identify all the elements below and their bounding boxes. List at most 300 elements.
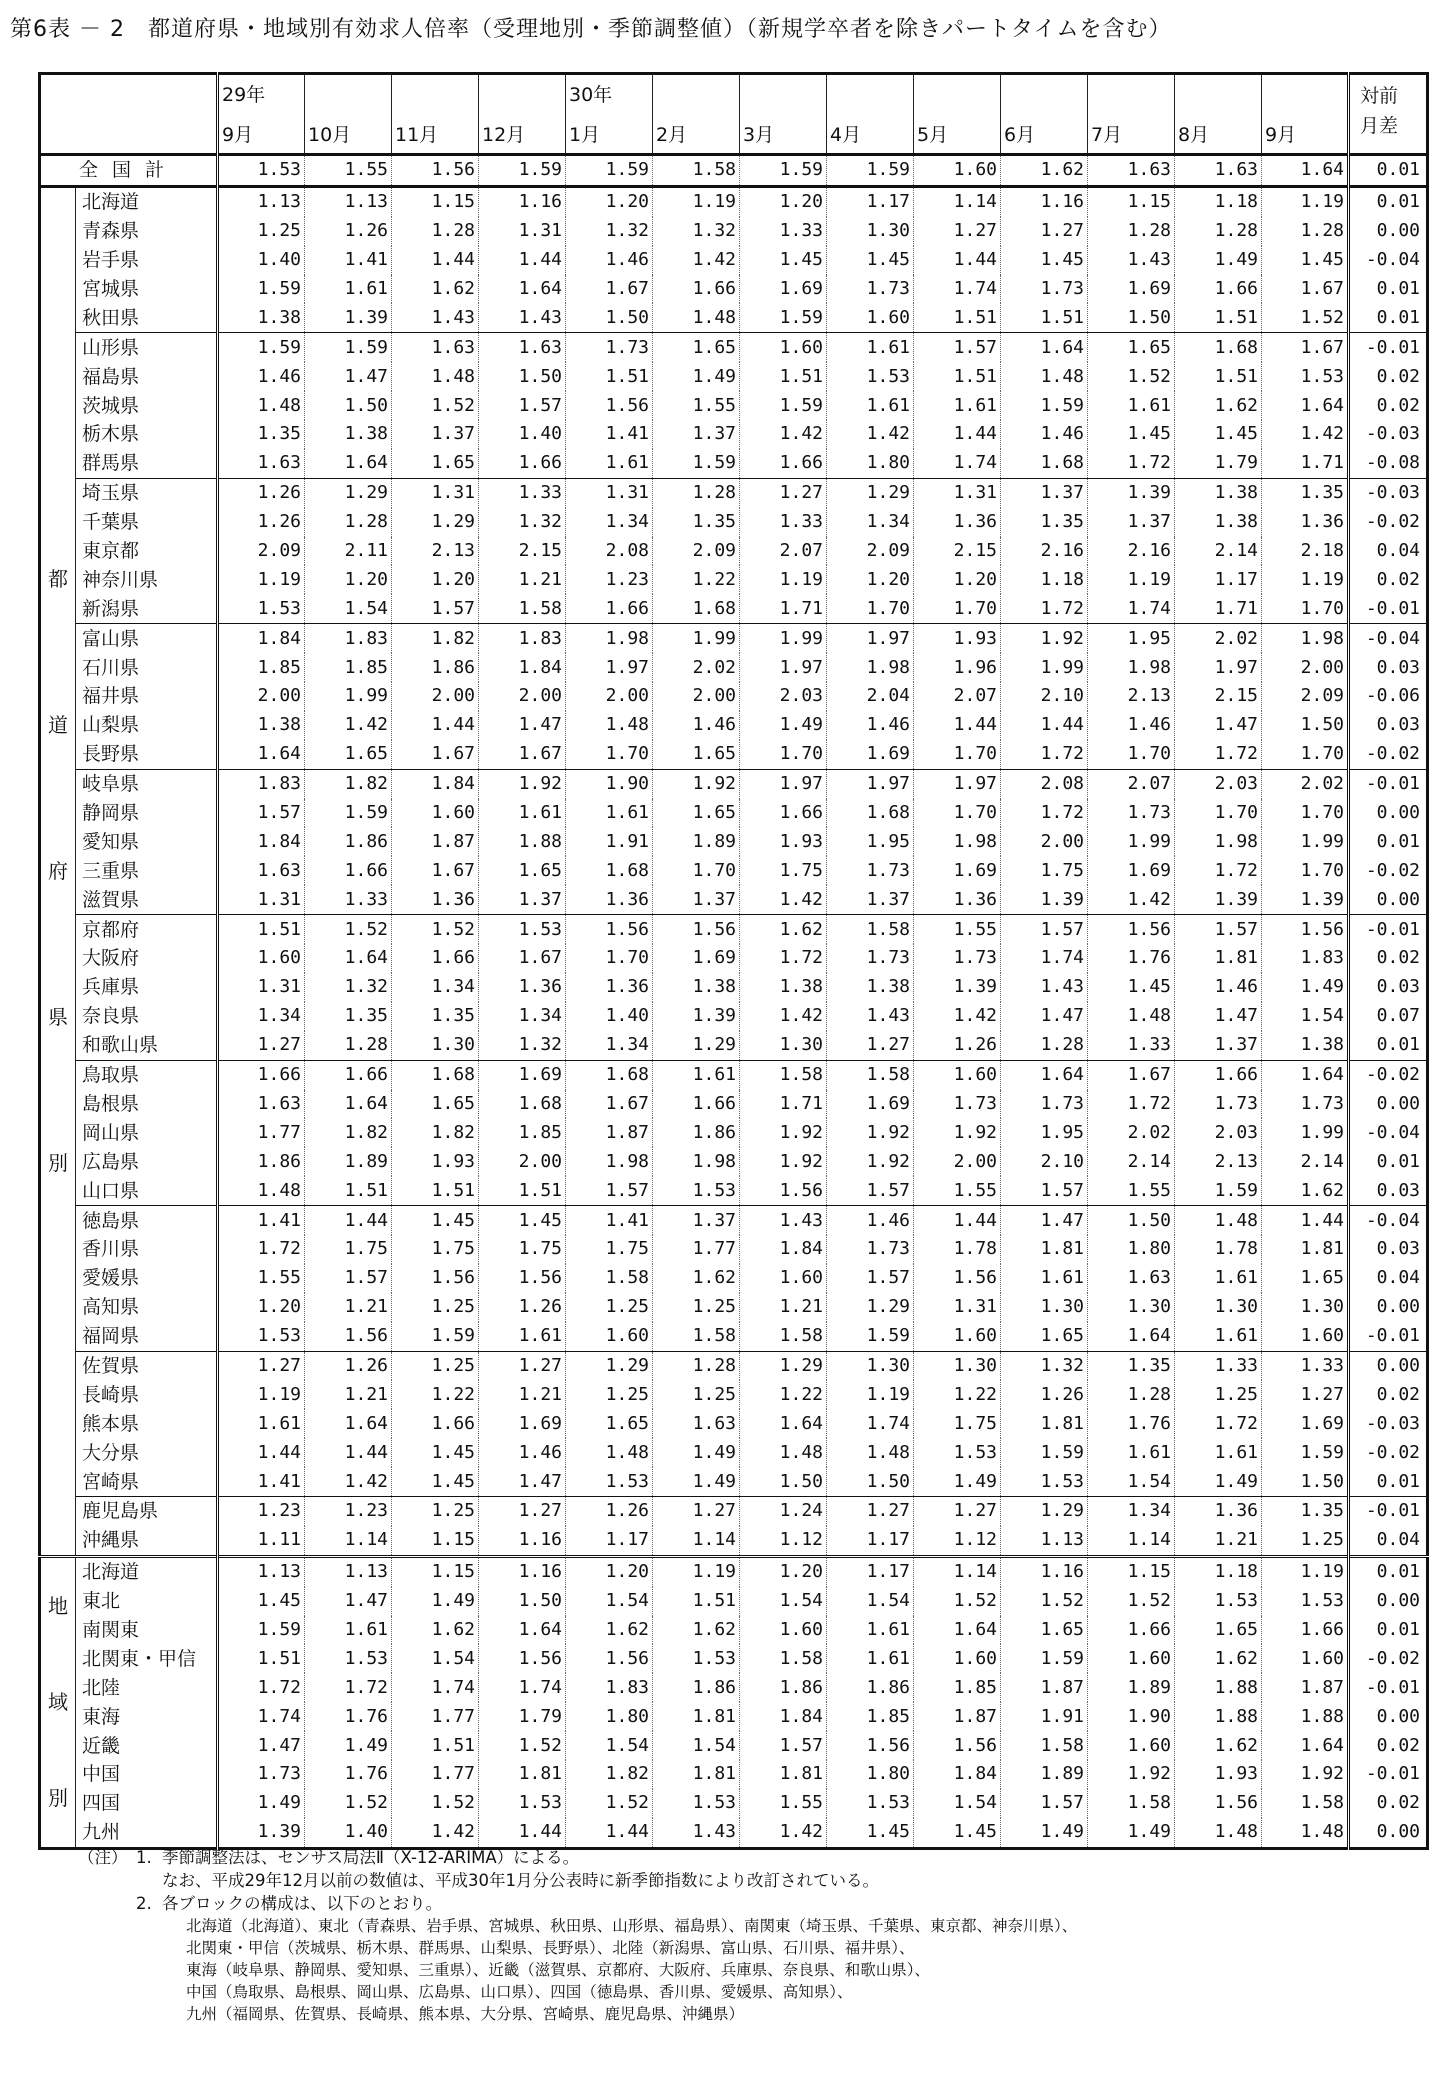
value-cell: 1.42 xyxy=(740,1818,827,1848)
column-header xyxy=(914,74,1001,155)
month-label: 9月 xyxy=(222,124,254,146)
month-label: 10月 xyxy=(308,124,352,146)
value-cell: 1.73 xyxy=(827,856,914,885)
value-cell: 1.50 xyxy=(827,1467,914,1496)
region-name: 北関東・甲信 xyxy=(82,1647,197,1670)
value-cell: 1.30 xyxy=(1088,1293,1175,1322)
prefecture-row xyxy=(40,1206,1428,1235)
value-cell: 1.65 xyxy=(1001,1616,1088,1645)
value-cell: 1.37 xyxy=(1088,508,1175,537)
prefecture-name: 大分県 xyxy=(82,1441,140,1464)
prefecture-name: 東京都 xyxy=(82,540,140,563)
month-label: 9月 xyxy=(1265,124,1297,146)
group-char: 地 xyxy=(48,1594,68,1619)
value-cell: 2.07 xyxy=(740,537,827,566)
prefecture-row xyxy=(40,1090,1428,1119)
value-cell: 1.43 xyxy=(1001,973,1088,1002)
prefecture-name: 福井県 xyxy=(82,685,140,708)
prefecture-row xyxy=(40,565,1428,594)
prefecture-name: 石川県 xyxy=(82,656,140,679)
value-cell: 1.51 xyxy=(479,1176,566,1205)
value-cell: 1.15 xyxy=(392,186,479,216)
column-header xyxy=(740,74,827,155)
value-cell: 1.61 xyxy=(479,799,566,828)
value-cell: 1.81 xyxy=(653,1760,740,1789)
group-char: 別 xyxy=(48,1151,68,1176)
value-cell: 1.31 xyxy=(479,217,566,246)
value-cell: 1.87 xyxy=(392,827,479,856)
value-cell: 1.56 xyxy=(740,1176,827,1205)
value-cell: 1.92 xyxy=(479,769,566,798)
value-cell: 1.34 xyxy=(392,973,479,1002)
value-cell: 1.27 xyxy=(914,1496,1001,1525)
value-cell: 1.43 xyxy=(740,1206,827,1235)
value-cell: 1.51 xyxy=(218,915,305,944)
value-cell: 1.56 xyxy=(1262,915,1349,944)
value-cell: 1.58 xyxy=(740,1322,827,1351)
value-cell: 1.53 xyxy=(1262,1587,1349,1616)
value-cell: 1.45 xyxy=(392,1206,479,1235)
value-cell: 1.61 xyxy=(566,799,653,828)
value-cell: 1.47 xyxy=(1001,1206,1088,1235)
prefecture-row xyxy=(40,1264,1428,1293)
value-cell: 1.66 xyxy=(392,1409,479,1438)
diff-cell: 0.00 xyxy=(1349,1351,1428,1380)
value-cell: 1.61 xyxy=(566,449,653,478)
value-cell: 1.13 xyxy=(305,1556,392,1586)
prefecture-name: 滋賀県 xyxy=(82,888,140,911)
value-cell: 1.93 xyxy=(392,1147,479,1176)
national-total-label: 全国計 xyxy=(40,155,218,187)
value-cell: 1.73 xyxy=(914,1090,1001,1119)
value-cell: 2.14 xyxy=(1262,1147,1349,1176)
value-cell: 1.28 xyxy=(653,478,740,507)
value-cell: 1.97 xyxy=(740,769,827,798)
year-label: 29年 xyxy=(222,84,266,106)
value-cell: 1.42 xyxy=(305,1467,392,1496)
value-cell: 1.75 xyxy=(479,1235,566,1264)
value-cell: 1.60 xyxy=(740,1264,827,1293)
value-cell: 1.65 xyxy=(566,1409,653,1438)
diff-cell: 0.01 xyxy=(1349,1147,1428,1176)
value-cell: 1.18 xyxy=(1175,186,1262,216)
value-cell: 1.60 xyxy=(218,944,305,973)
value-cell: 1.30 xyxy=(1175,1293,1262,1322)
value-cell: 1.58 xyxy=(827,1060,914,1089)
value-cell: 1.45 xyxy=(1088,420,1175,449)
value-cell: 1.51 xyxy=(305,1176,392,1205)
value-cell: 1.36 xyxy=(479,973,566,1002)
value-cell: 1.33 xyxy=(1262,1351,1349,1380)
prefecture-name: 宮城県 xyxy=(82,278,140,300)
value-cell: 1.51 xyxy=(392,1176,479,1205)
value-cell: 1.38 xyxy=(1262,1031,1349,1060)
diff-cell: 0.04 xyxy=(1349,1526,1428,1556)
value-cell: 1.14 xyxy=(305,1526,392,1556)
value-cell: 1.63 xyxy=(218,1090,305,1119)
value-cell: 1.99 xyxy=(1262,1118,1349,1147)
value-cell: 1.16 xyxy=(479,1556,566,1586)
value-cell: 1.15 xyxy=(1088,1556,1175,1586)
value-cell: 1.44 xyxy=(1262,1206,1349,1235)
value-cell: 1.31 xyxy=(218,973,305,1002)
value-cell: 1.62 xyxy=(1175,1644,1262,1673)
value-cell: 1.54 xyxy=(1262,1002,1349,1031)
value-cell: 1.60 xyxy=(1262,1322,1349,1351)
prefecture-name: 愛媛県 xyxy=(82,1267,140,1290)
value-cell: 1.59 xyxy=(1001,391,1088,420)
value-cell: 1.44 xyxy=(479,1818,566,1848)
value-cell: 2.18 xyxy=(1262,537,1349,566)
value-cell: 1.64 xyxy=(305,1409,392,1438)
region-name: 北陸 xyxy=(82,1676,121,1699)
value-cell: 2.07 xyxy=(914,682,1001,711)
prefecture-name: 千葉県 xyxy=(82,511,140,534)
value-cell: 1.18 xyxy=(1001,565,1088,594)
value-cell: 2.09 xyxy=(218,537,305,566)
group-char: 府 xyxy=(48,859,68,884)
value-cell: 1.83 xyxy=(1262,944,1349,973)
value-cell: 2.00 xyxy=(479,1147,566,1176)
prefecture-name: 埼玉県 xyxy=(76,478,218,507)
value-cell: 1.64 xyxy=(914,1616,1001,1645)
region-name: 近畿 xyxy=(82,1734,121,1757)
value-cell: 1.44 xyxy=(566,1818,653,1848)
value-cell: 1.59 xyxy=(740,303,827,332)
value-cell: 1.92 xyxy=(914,1118,1001,1147)
value-cell: 1.87 xyxy=(914,1702,1001,1731)
value-cell: 1.56 xyxy=(653,915,740,944)
value-cell: 1.76 xyxy=(1088,944,1175,973)
value-cell: 1.51 xyxy=(566,362,653,391)
value-cell: 1.36 xyxy=(566,973,653,1002)
prefecture-name: 香川県 xyxy=(82,1238,140,1261)
value-cell: 1.98 xyxy=(914,827,1001,856)
value-cell: 1.62 xyxy=(653,1616,740,1645)
value-cell: 1.89 xyxy=(1088,1673,1175,1702)
prefecture-name: 鹿児島県 xyxy=(76,1496,218,1525)
column-header xyxy=(827,74,914,155)
value-cell: 1.72 xyxy=(740,944,827,973)
region-name: 東海 xyxy=(82,1705,121,1728)
value-cell: 1.44 xyxy=(218,1438,305,1467)
value-cell: 1.61 xyxy=(1175,1438,1262,1467)
value-cell: 1.92 xyxy=(827,1118,914,1147)
value-cell: 1.25 xyxy=(392,1496,479,1525)
diff-cell: 0.02 xyxy=(1349,944,1428,973)
value-cell: 1.92 xyxy=(1262,1760,1349,1789)
value-cell: 1.47 xyxy=(1175,711,1262,740)
value-cell: 1.39 xyxy=(653,1002,740,1031)
value-cell: 1.28 xyxy=(1001,1031,1088,1060)
value-cell: 1.62 xyxy=(392,275,479,304)
value-cell: 1.39 xyxy=(1088,478,1175,507)
value-cell: 1.50 xyxy=(1088,303,1175,332)
value-cell: 1.70 xyxy=(653,856,740,885)
value-cell: 1.64 xyxy=(305,944,392,973)
diff-cell: -0.01 xyxy=(1349,769,1428,798)
value-cell: 1.56 xyxy=(914,1731,1001,1760)
value-cell: 1.45 xyxy=(392,1467,479,1496)
value-cell: 1.41 xyxy=(566,420,653,449)
value-cell: 1.20 xyxy=(914,565,1001,594)
value-cell: 1.49 xyxy=(1262,973,1349,1002)
value-cell: 1.81 xyxy=(653,1702,740,1731)
value-cell: 1.20 xyxy=(566,1556,653,1586)
value-cell: 1.56 xyxy=(479,1644,566,1673)
diff-cell: 0.01 xyxy=(1349,155,1428,187)
value-cell: 2.15 xyxy=(479,537,566,566)
prefecture-name: 奈良県 xyxy=(82,1005,140,1028)
value-cell: 1.66 xyxy=(566,594,653,623)
value-cell: 1.20 xyxy=(740,1556,827,1586)
value-cell: 1.33 xyxy=(740,508,827,537)
value-cell: 1.64 xyxy=(218,740,305,769)
value-cell: 1.25 xyxy=(566,1293,653,1322)
value-cell: 1.49 xyxy=(653,1467,740,1496)
value-cell: 1.69 xyxy=(827,1090,914,1119)
value-cell: 1.30 xyxy=(392,1031,479,1060)
prefecture-row xyxy=(40,333,1428,362)
value-cell: 1.72 xyxy=(1001,799,1088,828)
value-cell: 1.83 xyxy=(305,624,392,653)
value-cell: 1.62 xyxy=(566,1616,653,1645)
region-row xyxy=(40,1702,1428,1731)
value-cell: 1.57 xyxy=(305,1264,392,1293)
value-cell: 1.98 xyxy=(1088,653,1175,682)
block-definition: 北関東・甲信（茨城県、栃木県、群馬県、山梨県、長野県）、北陸（新潟県、富山県、石川県、福井県）、 xyxy=(186,1939,915,1957)
value-cell: 1.40 xyxy=(566,1002,653,1031)
value-cell: 1.12 xyxy=(740,1526,827,1556)
diff-cell: 0.01 xyxy=(1349,1031,1428,1060)
value-cell: 1.31 xyxy=(566,478,653,507)
value-cell: 1.34 xyxy=(479,1002,566,1031)
value-cell: 1.64 xyxy=(1001,333,1088,362)
value-cell: 2.02 xyxy=(1175,624,1262,653)
value-cell: 1.66 xyxy=(1175,275,1262,304)
value-cell: 1.36 xyxy=(914,885,1001,914)
value-cell: 1.73 xyxy=(1175,1090,1262,1119)
value-cell: 1.30 xyxy=(827,217,914,246)
value-cell: 1.62 xyxy=(1175,1731,1262,1760)
value-cell: 1.35 xyxy=(305,1002,392,1031)
diff-cell: -0.02 xyxy=(1349,1644,1428,1673)
value-cell: 1.60 xyxy=(740,1616,827,1645)
value-cell: 1.84 xyxy=(218,624,305,653)
value-cell: 1.73 xyxy=(827,1235,914,1264)
value-cell: 1.19 xyxy=(740,565,827,594)
region-row xyxy=(40,1673,1428,1702)
value-cell: 1.31 xyxy=(392,478,479,507)
value-cell: 1.61 xyxy=(218,1409,305,1438)
diff-cell: 0.00 xyxy=(1349,1818,1428,1848)
value-cell: 1.33 xyxy=(305,885,392,914)
value-cell: 2.03 xyxy=(1175,1118,1262,1147)
value-cell: 1.87 xyxy=(566,1118,653,1147)
value-cell: 1.51 xyxy=(914,362,1001,391)
value-cell: 1.97 xyxy=(740,653,827,682)
value-cell: 1.34 xyxy=(1088,1496,1175,1525)
value-cell: 1.48 xyxy=(566,711,653,740)
value-cell: 1.26 xyxy=(218,508,305,537)
value-cell: 1.19 xyxy=(218,1380,305,1409)
value-cell: 1.16 xyxy=(479,186,566,216)
value-cell: 1.65 xyxy=(653,740,740,769)
value-cell: 1.61 xyxy=(827,333,914,362)
prefecture-name: 青森県 xyxy=(82,220,140,243)
prefecture-name: 福島県 xyxy=(82,365,140,388)
value-cell: 1.79 xyxy=(1175,449,1262,478)
value-cell: 1.88 xyxy=(1175,1702,1262,1731)
value-cell: 1.53 xyxy=(218,1322,305,1351)
value-cell: 2.16 xyxy=(1088,537,1175,566)
block-definition: 北海道（北海道）、東北（青森県、岩手県、宮城県、秋田県、山形県、福島県）、南関東（埼玉県、千葉県、東京都、神奈川県）、 xyxy=(186,1917,1078,1935)
region-row xyxy=(40,1760,1428,1789)
column-header xyxy=(218,74,305,155)
value-cell: 1.78 xyxy=(914,1235,1001,1264)
value-cell: 1.89 xyxy=(1001,1760,1088,1789)
value-cell: 1.84 xyxy=(914,1760,1001,1789)
value-cell: 1.27 xyxy=(479,1496,566,1525)
diff-cell: 0.02 xyxy=(1349,565,1428,594)
value-cell: 1.45 xyxy=(479,1206,566,1235)
value-cell: 1.82 xyxy=(305,1118,392,1147)
value-cell: 1.28 xyxy=(653,1351,740,1380)
value-cell: 1.65 xyxy=(305,740,392,769)
value-cell: 1.84 xyxy=(392,769,479,798)
prefecture-row xyxy=(40,1409,1428,1438)
value-cell: 1.93 xyxy=(1175,1760,1262,1789)
value-cell: 1.36 xyxy=(1175,1496,1262,1525)
value-cell: 1.81 xyxy=(1001,1235,1088,1264)
value-cell: 1.40 xyxy=(305,1818,392,1848)
value-cell: 1.43 xyxy=(653,1818,740,1848)
group-char: 別 xyxy=(48,1786,68,1811)
value-cell: 1.61 xyxy=(1001,1264,1088,1293)
region-name: 北海道 xyxy=(76,1556,218,1586)
value-cell: 1.44 xyxy=(914,420,1001,449)
value-cell: 1.63 xyxy=(218,856,305,885)
value-cell: 1.32 xyxy=(305,973,392,1002)
value-cell: 1.72 xyxy=(1175,856,1262,885)
prefecture-name: 栃木県 xyxy=(82,423,140,446)
value-cell: 1.62 xyxy=(1175,391,1262,420)
header-corner xyxy=(40,74,218,155)
value-cell: 1.46 xyxy=(566,246,653,275)
value-cell: 1.50 xyxy=(305,391,392,420)
value-cell: 1.57 xyxy=(740,1731,827,1760)
region-row xyxy=(40,1731,1428,1760)
diff-cell: 0.01 xyxy=(1349,186,1428,216)
value-cell: 1.72 xyxy=(1001,740,1088,769)
value-cell: 1.42 xyxy=(914,1002,1001,1031)
value-cell: 1.77 xyxy=(653,1235,740,1264)
value-cell: 1.49 xyxy=(305,1731,392,1760)
value-cell: 1.20 xyxy=(218,1293,305,1322)
value-cell: 1.62 xyxy=(1262,1176,1349,1205)
prefecture-name: 北海道 xyxy=(82,191,140,214)
value-cell: 1.66 xyxy=(305,856,392,885)
value-cell: 1.50 xyxy=(479,362,566,391)
value-cell: 1.97 xyxy=(1175,653,1262,682)
value-cell: 1.56 xyxy=(479,1264,566,1293)
region-row xyxy=(40,1818,1428,1848)
value-cell: 1.59 xyxy=(827,155,914,187)
value-cell: 1.59 xyxy=(392,1322,479,1351)
diff-cell: 0.01 xyxy=(1349,275,1428,304)
value-cell: 1.16 xyxy=(479,1526,566,1556)
value-cell: 1.50 xyxy=(1088,1206,1175,1235)
diff-cell: -0.02 xyxy=(1349,1438,1428,1467)
prefecture-name: 熊本県 xyxy=(82,1412,140,1435)
prefecture-name: 島根県 xyxy=(82,1092,140,1115)
value-cell: 1.84 xyxy=(740,1235,827,1264)
value-cell: 1.17 xyxy=(827,1556,914,1586)
value-cell: 1.24 xyxy=(740,1496,827,1525)
value-cell: 1.81 xyxy=(1175,944,1262,973)
value-cell: 1.35 xyxy=(218,420,305,449)
value-cell: 1.26 xyxy=(218,478,305,507)
month-label: 7月 xyxy=(1091,124,1123,146)
value-cell: 1.82 xyxy=(305,769,392,798)
value-cell: 1.55 xyxy=(1088,1176,1175,1205)
value-cell: 1.99 xyxy=(1001,653,1088,682)
value-cell: 1.61 xyxy=(1175,1322,1262,1351)
value-cell: 1.40 xyxy=(218,246,305,275)
value-cell: 2.04 xyxy=(827,682,914,711)
prefecture-row xyxy=(40,217,1428,246)
block-definition: 九州（福岡県、佐賀県、長崎県、熊本県、大分県、宮崎県、鹿児島県、沖縄県） xyxy=(186,2005,745,2023)
value-cell: 1.90 xyxy=(1088,1702,1175,1731)
value-cell: 1.82 xyxy=(392,624,479,653)
value-cell: 1.44 xyxy=(305,1438,392,1467)
prefecture-name: 広島県 xyxy=(82,1150,140,1173)
value-cell: 1.72 xyxy=(1088,1090,1175,1119)
value-cell: 1.61 xyxy=(479,1322,566,1351)
value-cell: 1.21 xyxy=(479,1380,566,1409)
value-cell: 1.65 xyxy=(653,333,740,362)
value-cell: 1.50 xyxy=(1262,711,1349,740)
prefecture-row xyxy=(40,1322,1428,1351)
value-cell: 1.83 xyxy=(218,769,305,798)
value-cell: 1.32 xyxy=(479,508,566,537)
value-cell: 1.71 xyxy=(1175,594,1262,623)
value-cell: 1.68 xyxy=(479,1090,566,1119)
value-cell: 1.86 xyxy=(653,1673,740,1702)
value-cell: 1.48 xyxy=(827,1438,914,1467)
value-cell: 1.20 xyxy=(305,565,392,594)
value-cell: 1.25 xyxy=(218,217,305,246)
value-cell: 1.29 xyxy=(392,508,479,537)
prefecture-row xyxy=(40,1176,1428,1205)
value-cell: 1.67 xyxy=(1088,1060,1175,1089)
value-cell: 1.61 xyxy=(305,1616,392,1645)
value-cell: 1.75 xyxy=(1001,856,1088,885)
value-cell: 1.48 xyxy=(218,1176,305,1205)
diff-cell: 0.02 xyxy=(1349,1380,1428,1409)
value-cell: 1.36 xyxy=(392,885,479,914)
value-cell: 1.57 xyxy=(1175,915,1262,944)
value-cell: 1.37 xyxy=(827,885,914,914)
value-cell: 1.58 xyxy=(1088,1789,1175,1818)
value-cell: 1.44 xyxy=(1001,711,1088,740)
value-cell: 1.49 xyxy=(653,1438,740,1467)
diff-cell: 0.01 xyxy=(1349,1467,1428,1496)
value-cell: 2.09 xyxy=(1262,682,1349,711)
value-cell: 1.11 xyxy=(218,1526,305,1556)
value-cell: 2.15 xyxy=(914,537,1001,566)
prefecture-row xyxy=(40,478,1428,507)
